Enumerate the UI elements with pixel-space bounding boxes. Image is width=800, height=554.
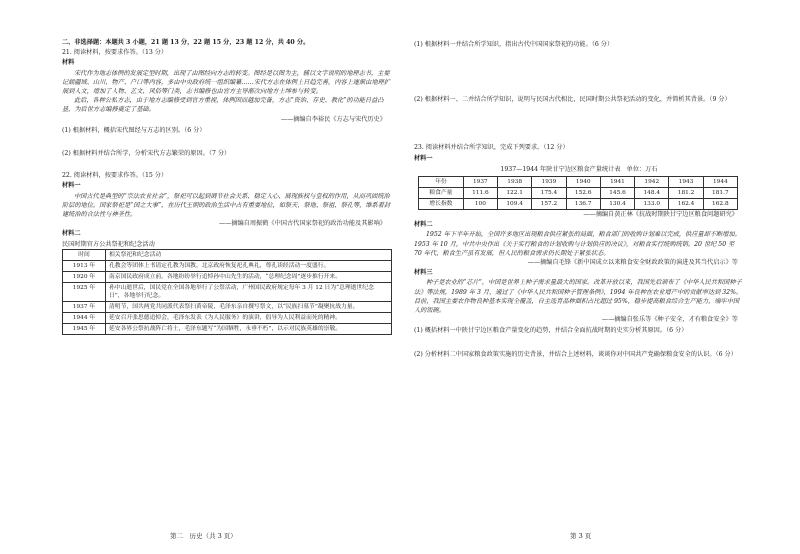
table-row (63, 271, 392, 282)
page-footer-left: 第二 历史（共 3 页） (170, 532, 237, 540)
q23-subquestion-2: (2) 分析材料二中国家粮食政策实施的历史背景，并结合上述材料，谈谈你对中国共产党确保粮食安全的认识。（6 分） (414, 350, 737, 358)
q22-title: 22. 阅读材料，按要求作答。（15 分） (62, 172, 168, 180)
q23-source-3: ——摘编自张乐等《种子安全，才有粮食安全》等 (601, 316, 738, 324)
table-cell: 122.1 (498, 188, 532, 199)
row-label: 增长指数 (419, 199, 464, 210)
activity-cell: 孙中山逝世后，国民党在全国各地举行了公祭活动，广州国民政府规定每年 3 月 12 日为“总理逝世纪念日”，各地举行纪念。 (106, 282, 392, 301)
table-header-cell: 1940 (566, 177, 600, 188)
table-row (63, 301, 392, 312)
table-row (419, 199, 738, 210)
activity-cell: 南京国民政府成立前，各地纷纷举行追悼孙中山先生的活动，“总理纪念周”逐步推行开来。 (106, 271, 392, 282)
q23-subquestion-1: (1) 概括材料一中陕甘宁边区粮食产量变化的趋势，并结合全面抗战时期的史实分析其原因。（6 分） (414, 327, 688, 335)
table-cell: 175.4 (532, 188, 566, 199)
table-row (63, 260, 392, 271)
q22-material2-label: 材料二 (62, 230, 81, 238)
q23-paragraph-3: 种子是农业的“芯片”，中国是世界上种子需求量最大的国家。改革开放以来，我国先后颁布了《中华人民共和国种子法》等法规，1989 年 3 月，通过了《中华人民共和国种子管理条例》，1994 年良种在农业增产中的贡献率达到 32%。目前，我国主要农作物良种基本实现全覆盖，自主选育品种面积占比超过 95%，稳步提高粮食综合生产能力，端牢中国人的饭碗。 (414, 279, 743, 315)
table-header-cell: 1944 (703, 177, 737, 188)
q22-material1-label: 材料一 (62, 182, 81, 190)
q23-source-2: ——摘编自毛锋《新中国成立以来粮食安全财政政策的演进及其当代启示》等 (527, 259, 738, 267)
q23-material3-label: 材料三 (414, 269, 433, 277)
table-cell: 157.2 (532, 199, 566, 210)
table-header-cell: 相关祭祀和纪念活动 (106, 249, 392, 260)
activity-cell: 延安召开张思德追悼会，毛泽东发表《为人民服务》的演讲，倡导为人民利益而死的精神。 (106, 312, 392, 323)
table-cell: 152.6 (566, 188, 600, 199)
table-header-row (63, 249, 392, 260)
activity-cell: 延安各界公祭抗战阵亡将士，毛泽东题写“为国牺牲，永垂不朽”，以示对民族英雄的崇敬。 (106, 323, 392, 334)
table-row (63, 323, 392, 334)
q21-source: ——摘编自李裕民《方志与宋代历史》 (280, 115, 386, 123)
table-cell: 145.6 (600, 188, 634, 199)
table-cell: 162.8 (703, 199, 737, 210)
q22-subquestion-1: (1) 根据材料一并结合所学知识，指出古代中国国家祭祀的功能。（6 分） (414, 41, 614, 48)
table-header-cell: 1943 (669, 177, 703, 188)
activity-cell: 清明节，国共两党共同派代表祭扫黄帝陵，毛泽东亲自撰写祭文，以“民族扫墓节”凝聚抗战力量。 (106, 301, 392, 312)
table-header-cell: 1937 (463, 177, 497, 188)
q23-title: 23. 阅读材料并结合所学知识，完成下列要求。（12 分） (414, 144, 569, 152)
table-cell: 181.2 (669, 188, 703, 199)
year-cell: 1944 年 (63, 312, 106, 323)
q21-subquestion-1: (1) 根据材料，概括宋代图经与方志的区别。（6 分） (62, 126, 206, 134)
table-cell: 111.6 (463, 188, 497, 199)
table-header-cell: 1939 (532, 177, 566, 188)
activity-cell: 孔教会等团体上书请定孔教为国教，北京政府恢复祀孔典礼，尊孔读经活动一度盛行。 (106, 260, 392, 271)
q23-material2-label: 材料二 (414, 221, 433, 229)
table-cell: 136.7 (566, 199, 600, 210)
table-cell: 181.7 (703, 188, 737, 199)
table-cell: 100 (463, 199, 497, 210)
q21-subquestion-2: (2) 根据材料并结合所学，分析宋代方志繁荣的原因。（7 分） (62, 150, 231, 158)
q21-paragraph-2: 此后，各种公私方志，由于地方志编修受到官方重视，体例因而越加完备，方志“资治、存史、教化”的功能日益凸显，为后世方志编修奠定了基础。 (62, 97, 384, 114)
year-cell: 1945 年 (63, 323, 106, 334)
year-cell: 1937 年 (63, 301, 106, 312)
table-header-cell: 1938 (498, 177, 532, 188)
q21-paragraph-1: 宋代作为地志体例的发展定型时期，出现了由图经向方志的转变。图经是以图为主，辅以文字说明的地理志书，主要记载疆域、山川、物产、户口等内容，多由中央政府统一组织编纂……宋代方志在体例上日趋完善，内容上逐渐由地理扩展到人文，增加了人物、艺文、风俗等门类，志书编修也由官方主导渐次向地方士绅参与转变。 (62, 69, 390, 96)
q23-source-1: ——摘编自黄正林《抗战时期陕甘宁边区粮食问题研究》 (583, 211, 738, 219)
table-row (63, 312, 392, 323)
table-header-cell: 1942 (635, 177, 669, 188)
page-footer-right: 第 3 页 (570, 532, 592, 540)
right-column (414, 38, 744, 361)
q21-title: 21. 阅读材料，按要求作答。（13 分） (62, 49, 168, 57)
q23-table-title: 1937—1944 年陕甘宁边区粮食产量统计表 单位：万石 (500, 165, 658, 173)
table-cell: 130.4 (600, 199, 634, 210)
row-label: 粮食产量 (419, 188, 464, 199)
left-column (62, 38, 392, 335)
year-cell: 1920 年 (63, 271, 106, 282)
grain-output-table (418, 176, 738, 210)
table-row (63, 282, 392, 301)
table-header-row (419, 177, 738, 188)
q22-activity-table (62, 249, 392, 335)
q23-paragraph-2: 1952 年下半年开始，全国许多地区出现粮食供应紧张的局面，粮食部门的收购计划难以完成，供应量却不断增加。1953 年 10 月，中共中央作出《关于实行粮食的计划收购与计划供应的决议》，对粮食实行统购统销。20 世纪 50 至 70 年代，粮食生产虽有发展，但人民的粮食需求仍长期处于紧张状态。 (414, 231, 741, 257)
q22-subquestion-2: (2) 根据材料一、二并结合所学知识，说明与民国古代相比，民国时期公共祭祀活动的变化，并简析其背景。（9 分） (414, 96, 731, 104)
table-cell: 133.0 (635, 199, 669, 210)
year-cell: 1925 年 (63, 282, 106, 301)
year-cell: 1913 年 (63, 260, 106, 271)
table-row (419, 188, 738, 199)
table-header-cell: 年份 (419, 177, 464, 188)
section-heading: 二、非选择题：本题共 3 小题，21 题 13 分，22 题 15 分，23 题 12 分，共 40 分。 (62, 39, 310, 46)
q22-source-1: ——摘编自周振鹤《中国古代国家祭祀的政治功能及其影响》 (218, 220, 386, 228)
table-header-cell: 时间 (63, 249, 106, 260)
table-cell: 148.4 (635, 188, 669, 199)
q22-table-title: 民国时期官方公共祭祀和纪念活动 (62, 240, 155, 248)
q23-material1-label: 材料一 (414, 154, 433, 162)
table-cell: 109.4 (498, 199, 532, 210)
q21-material-label: 材料 (62, 59, 75, 67)
table-cell: 162.4 (669, 199, 703, 210)
q22-paragraph-1: 中国古代是典型的“宗法农业社会”，祭祀可以起到调节社会关系、稳定人心、展现族权与皇权的作用，从而巩固统治阶层的地位。国家祭祀是“国之大事”，在历代王朝的政治生活中占有重要地位，如祭天、祭地、祭祖、祭孔等，维系着封建统治的合法性与神圣性。 (62, 192, 391, 219)
table-header-cell: 1941 (600, 177, 634, 188)
